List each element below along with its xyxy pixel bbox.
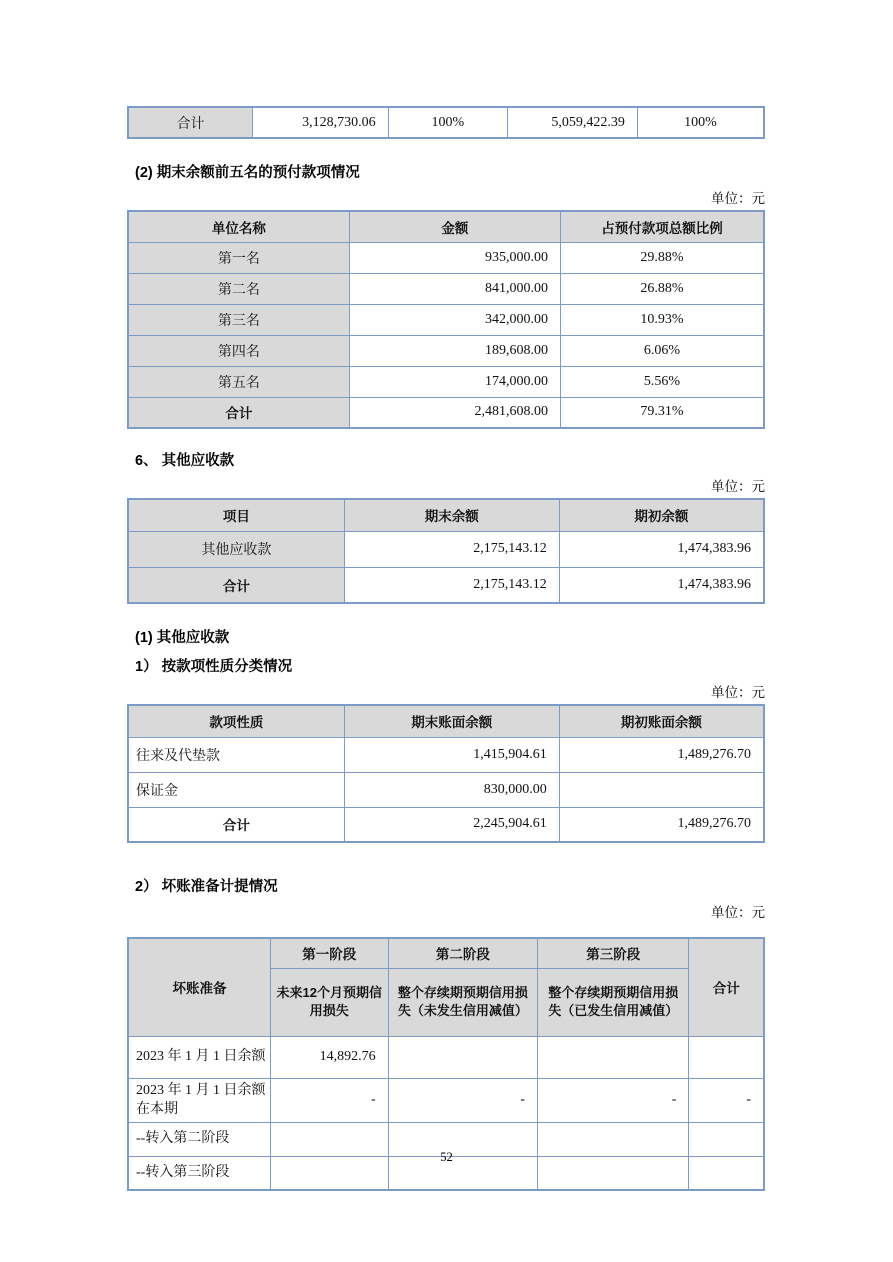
row-label: 往来及代垫款 bbox=[128, 737, 344, 772]
total-row-label: 合计 bbox=[128, 807, 344, 842]
percent-cell: 100% bbox=[388, 107, 508, 138]
row-label: 其他应收款 bbox=[128, 531, 344, 567]
table-row bbox=[128, 1036, 764, 1078]
section-heading-other-receivables: 6、 其他应收款 bbox=[135, 453, 235, 469]
table-row bbox=[128, 304, 764, 335]
amount-cell: - bbox=[270, 1078, 388, 1122]
section-heading-bad-debt: 2） 坏账准备计提情况 bbox=[135, 879, 278, 895]
column-header: 期末账面余额 bbox=[344, 705, 559, 737]
table-row bbox=[128, 335, 764, 366]
unit-label: 单位：元 bbox=[711, 685, 765, 700]
row-label: 第四名 bbox=[128, 335, 349, 366]
amount-cell: 342,000.00 bbox=[349, 304, 560, 335]
amount-cell: - bbox=[689, 1078, 764, 1122]
total-row-label: 合计 bbox=[128, 567, 344, 603]
column-header: 期末余额 bbox=[344, 499, 559, 531]
table-total-row bbox=[128, 807, 764, 842]
table-row bbox=[128, 273, 764, 304]
table-row bbox=[128, 366, 764, 397]
ratio-cell: 26.88% bbox=[560, 273, 764, 304]
ratio-cell: 5.56% bbox=[560, 366, 764, 397]
table-total-row bbox=[128, 397, 764, 428]
page-content bbox=[127, 0, 765, 1191]
total-row-label: 合计 bbox=[128, 397, 349, 428]
column-header: 占预付款项总额比例 bbox=[560, 211, 764, 242]
unit-label: 单位：元 bbox=[711, 191, 765, 206]
unit-label: 单位：元 bbox=[711, 479, 765, 494]
amount-cell: 935,000.00 bbox=[349, 242, 560, 273]
row-label: 第三名 bbox=[128, 304, 349, 335]
column-header-total: 合计 bbox=[689, 938, 764, 1036]
amount-cell: 2,481,608.00 bbox=[349, 397, 560, 428]
column-header-stage3: 第三阶段 bbox=[538, 938, 689, 968]
amount-cell: 841,000.00 bbox=[349, 273, 560, 304]
amount-cell: 5,059,422.39 bbox=[508, 107, 638, 138]
row-label: --转入第二阶段 bbox=[128, 1122, 270, 1156]
amount-cell bbox=[559, 772, 764, 807]
table-row bbox=[128, 772, 764, 807]
ratio-cell: 29.88% bbox=[560, 242, 764, 273]
column-subheader-stage3: 整个存续期预期信用损失（已发生信用减值） bbox=[538, 968, 689, 1036]
amount-cell: 1,489,276.70 bbox=[559, 807, 764, 842]
column-header: 期初余额 bbox=[559, 499, 764, 531]
row-label: 第二名 bbox=[128, 273, 349, 304]
table-header-row bbox=[128, 499, 764, 531]
column-header: 坏账准备 bbox=[128, 938, 270, 1036]
row-label: --转入第三阶段 bbox=[128, 1156, 270, 1190]
nature-classification-table bbox=[127, 704, 765, 843]
table-row bbox=[128, 1078, 764, 1122]
amount-cell bbox=[538, 1036, 689, 1078]
table-total-row bbox=[128, 567, 764, 603]
section-heading-other-receivables-detail: (1) 其他应收款 bbox=[135, 630, 230, 646]
column-header-stage2: 第二阶段 bbox=[388, 938, 537, 968]
table-row bbox=[128, 107, 764, 138]
column-subheader-stage1: 未来12个月预期信用损失 bbox=[270, 968, 388, 1036]
column-header: 单位名称 bbox=[128, 211, 349, 242]
amount-cell: 1,489,276.70 bbox=[559, 737, 764, 772]
table-header-row bbox=[128, 705, 764, 737]
amount-cell: 1,415,904.61 bbox=[344, 737, 559, 772]
section-heading-nature-classification: 1） 按款项性质分类情况 bbox=[135, 659, 293, 675]
table-header-row bbox=[128, 211, 764, 242]
ratio-cell: 6.06% bbox=[560, 335, 764, 366]
table-row bbox=[128, 737, 764, 772]
percent-cell: 100% bbox=[637, 107, 764, 138]
table-row bbox=[128, 531, 764, 567]
totals-continuation-table bbox=[127, 106, 765, 139]
amount-cell: 2,175,143.12 bbox=[344, 531, 559, 567]
row-label: 2023 年 1 月 1 日余额 bbox=[128, 1036, 270, 1078]
column-header: 款项性质 bbox=[128, 705, 344, 737]
amount-cell: 830,000.00 bbox=[344, 772, 559, 807]
column-subheader-stage2: 整个存续期预期信用损失（未发生信用减值） bbox=[388, 968, 537, 1036]
ratio-cell: 10.93% bbox=[560, 304, 764, 335]
table-row bbox=[128, 242, 764, 273]
row-label: 第五名 bbox=[128, 366, 349, 397]
amount-cell: 2,245,904.61 bbox=[344, 807, 559, 842]
row-label: 第一名 bbox=[128, 242, 349, 273]
amount-cell: - bbox=[538, 1078, 689, 1122]
other-receivables-table bbox=[127, 498, 765, 604]
amount-cell bbox=[388, 1036, 537, 1078]
amount-cell: - bbox=[388, 1078, 537, 1122]
amount-cell: 3,128,730.06 bbox=[253, 107, 388, 138]
page-number: 52 bbox=[440, 1150, 453, 1164]
row-label: 2023 年 1 月 1 日余额在本期 bbox=[128, 1078, 270, 1122]
unit-label: 单位：元 bbox=[711, 905, 765, 920]
amount-cell: 14,892.76 bbox=[270, 1036, 388, 1078]
column-header-stage1: 第一阶段 bbox=[270, 938, 388, 968]
amount-cell: 174,000.00 bbox=[349, 366, 560, 397]
column-header: 金额 bbox=[349, 211, 560, 242]
ratio-cell: 79.31% bbox=[560, 397, 764, 428]
prepaid-top5-table bbox=[127, 210, 765, 429]
total-row-label: 合计 bbox=[128, 107, 253, 138]
amount-cell: 1,474,383.96 bbox=[559, 531, 764, 567]
row-label: 保证金 bbox=[128, 772, 344, 807]
column-header: 项目 bbox=[128, 499, 344, 531]
table-header-row bbox=[128, 938, 764, 968]
amount-cell: 2,175,143.12 bbox=[344, 567, 559, 603]
amount-cell: 189,608.00 bbox=[349, 335, 560, 366]
column-header: 期初账面余额 bbox=[559, 705, 764, 737]
amount-cell bbox=[689, 1036, 764, 1078]
section-heading-prepaid: (2) 期末余额前五名的预付款项情况 bbox=[135, 165, 360, 181]
amount-cell: 1,474,383.96 bbox=[559, 567, 764, 603]
